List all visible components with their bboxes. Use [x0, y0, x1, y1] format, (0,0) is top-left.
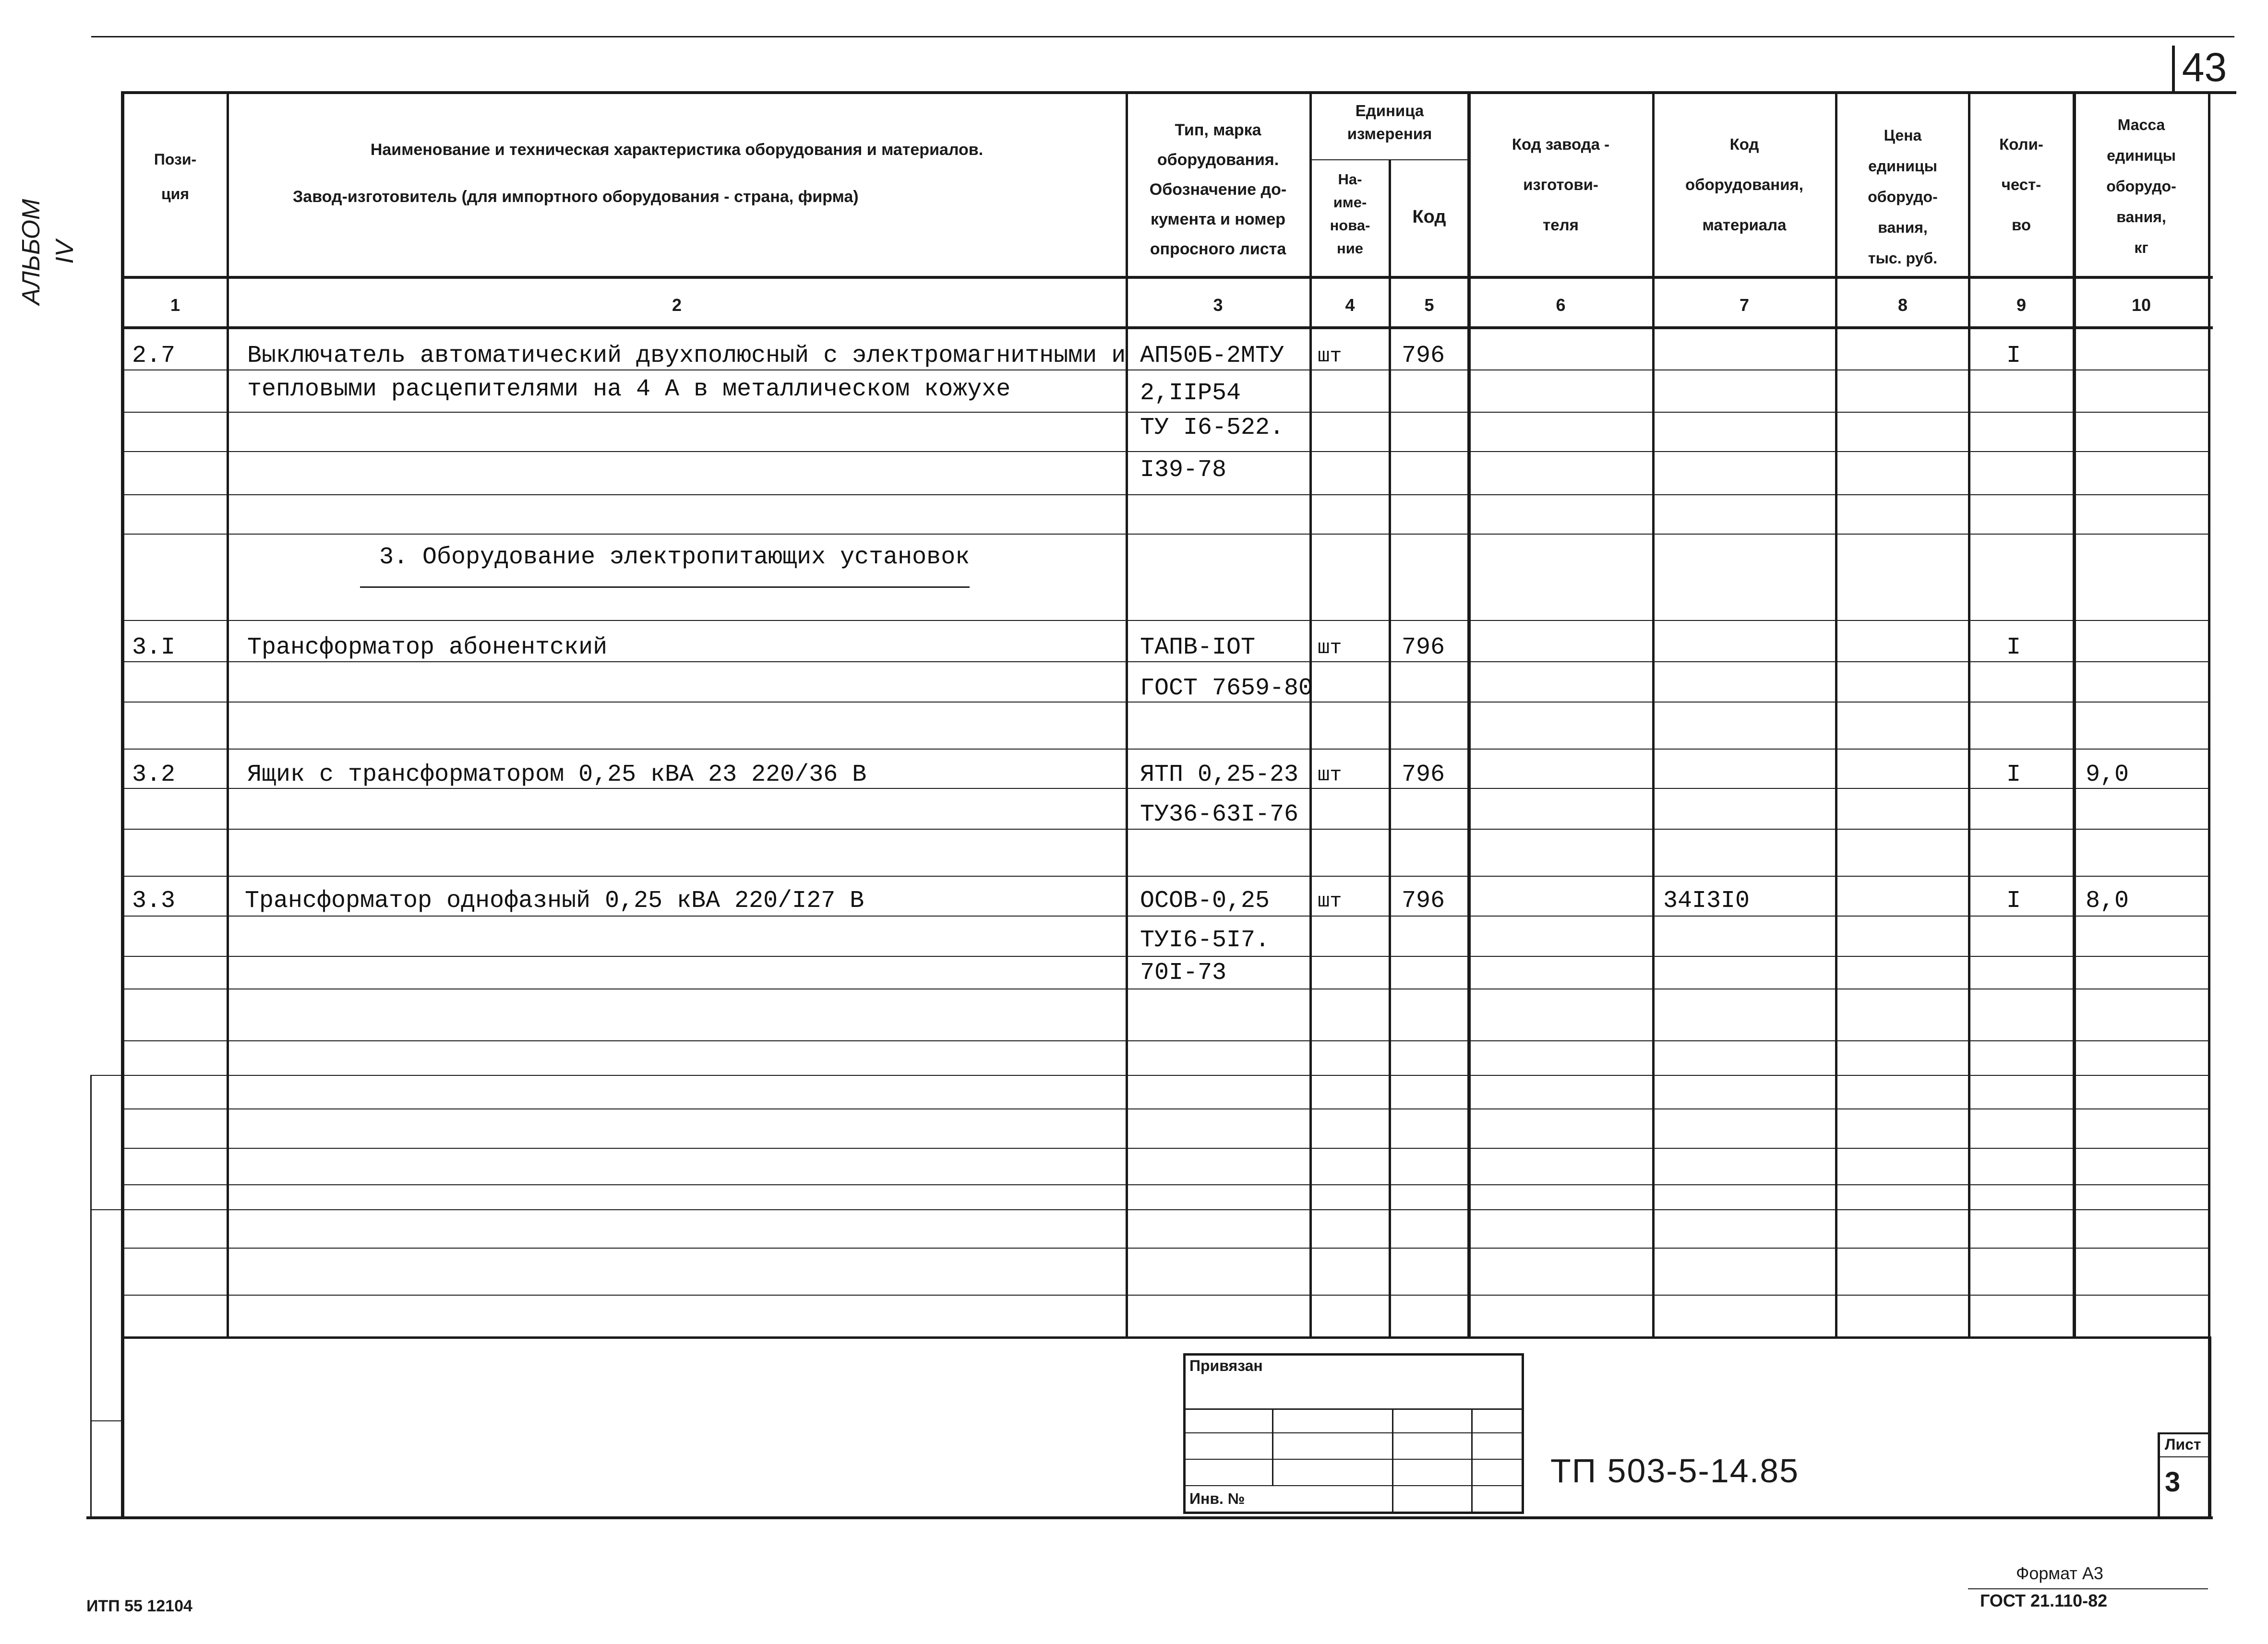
- row-separator: [122, 1184, 2210, 1185]
- col-line-5: [1467, 91, 1471, 1336]
- row-2-7-name: Выключатель автоматический двухполюсный с электромагнитными и: [247, 342, 1126, 369]
- stamp-col-1: [1272, 1408, 1273, 1485]
- row-3-3-code: 796: [1402, 887, 1445, 915]
- row-2-7-type-4: I39-78: [1140, 456, 1227, 484]
- col-line-4: [1389, 159, 1391, 1336]
- row-3-1-type-2: ГОСТ 7659-80: [1140, 675, 1313, 702]
- bottom-left-code: ИТП 55 12104: [86, 1597, 192, 1615]
- colnum-2: 2: [672, 295, 682, 315]
- header-col6: Код завода - изготови- теля: [1512, 135, 1610, 234]
- frame-right: [2208, 1336, 2211, 1516]
- col-line-0: [121, 91, 124, 1516]
- row-3-2-qty: I: [2006, 761, 2021, 788]
- stamp-col-3: [1471, 1408, 1473, 1514]
- format-label: Формат А3: [2016, 1563, 2103, 1583]
- sheet-label: Лист: [2165, 1436, 2201, 1453]
- row-2-7-qty: I: [2006, 342, 2021, 369]
- row-2-7-pos: 2.7: [132, 342, 176, 369]
- col-line-7: [1835, 91, 1837, 1336]
- stamp-inv-no: Инв. №: [1189, 1490, 1245, 1507]
- sheet-number: 3: [2165, 1466, 2181, 1498]
- row-separator: [122, 956, 2210, 957]
- header-col5: Код: [1412, 207, 1446, 227]
- col-line-6: [1652, 91, 1655, 1336]
- doc-code: ТП 503-5-14.85: [1550, 1452, 1800, 1489]
- margin-line-left: [90, 1075, 92, 1516]
- colnum-9: 9: [2016, 295, 2027, 315]
- row-2-7-unit: шт: [1318, 345, 1342, 368]
- row-separator: [122, 916, 2210, 917]
- row-separator: [122, 749, 2210, 750]
- row-2-7-type-2: 2,IIP54: [1140, 380, 1241, 407]
- row-3-2-unit: шт: [1318, 763, 1342, 786]
- col-line-2: [1126, 91, 1128, 1336]
- row-separator: [122, 1148, 2210, 1149]
- margin-tick-2: [90, 1209, 122, 1210]
- row-3-3-name: Трансформатор однофазный 0,25 кВА 220/I27 В: [245, 887, 864, 915]
- colnum-4: 4: [1345, 295, 1355, 315]
- row-3-1-type: ТАПВ-IОТ: [1140, 634, 1256, 661]
- header-col10: Масса единицы оборудо- вания, кг: [2106, 116, 2176, 256]
- row-separator: [122, 451, 2210, 452]
- row-3-1-unit: шт: [1318, 636, 1342, 659]
- header-col9: Коли- чест- во: [1999, 135, 2043, 234]
- header-col7: Код оборудования, материала: [1685, 135, 1803, 234]
- section-underline: [360, 586, 970, 588]
- row-2-7-type: АП50Б-2МТУ: [1140, 342, 1284, 369]
- row-separator: [122, 494, 2210, 495]
- row-3-1-qty: I: [2006, 634, 2021, 661]
- row-3-1-code: 796: [1402, 634, 1445, 661]
- row-separator: [122, 1248, 2210, 1249]
- row-2-7-type-3: ТУ I6-522.: [1140, 414, 1284, 441]
- row-separator: [122, 1295, 2210, 1296]
- row-3-3-qty: I: [2006, 887, 2021, 915]
- header-bottom: [122, 276, 2213, 279]
- header-col2-line1: Наименование и техническая характеристика оборудования и материалов.: [370, 141, 984, 159]
- row-separator: [122, 876, 2210, 877]
- row-separator: [122, 1075, 2210, 1076]
- row-3-1-pos: 3.I: [132, 634, 176, 661]
- header-col4: На- име- нова- ние: [1330, 171, 1370, 257]
- margin-tick-1: [90, 1075, 122, 1076]
- header-col8: Цена единицы оборудо- вания, тыс. руб.: [1868, 127, 1938, 267]
- margin-tick-3: [90, 1420, 122, 1421]
- row-separator: [122, 412, 2210, 413]
- row-separator: [122, 534, 2210, 535]
- row-3-3-type: ОСОВ-0,25: [1140, 887, 1270, 915]
- row-3-2-mass: 9,0: [2086, 761, 2129, 788]
- row-3-2-type-2: ТУ36-63I-76: [1140, 801, 1299, 828]
- colnum-8: 8: [1897, 295, 1908, 315]
- header-col3: Тип, марка оборудования. Обозначение до- кумента и номер опросного листа: [1149, 121, 1287, 258]
- colnum-6: 6: [1556, 295, 1566, 315]
- col-line-10: [2208, 91, 2210, 1336]
- stamp-line-3: [1183, 1459, 1524, 1460]
- row-3-1-name: Трансформатор абонентский: [247, 634, 608, 661]
- top-rule: [91, 36, 2234, 37]
- row-3-3-pos: 3.3: [132, 887, 176, 915]
- colnum-1: 1: [170, 295, 180, 315]
- row-separator: [122, 1040, 2210, 1041]
- header-col1: Пози- ция: [154, 151, 197, 203]
- col-line-1: [227, 91, 229, 1336]
- row-3-2-code: 796: [1402, 761, 1445, 788]
- stamp-line-2: [1183, 1432, 1524, 1433]
- stamp-line-4: [1183, 1485, 1524, 1486]
- row-2-7-code: 796: [1402, 342, 1445, 369]
- frame-bottom: [86, 1516, 2213, 1519]
- stamp-privyazan: Привязан: [1189, 1357, 1263, 1374]
- row-2-7-name-cont: тепловыми расцепителями на 4 А в металлическом кожухе: [247, 376, 1011, 403]
- row-3-2-type: ЯТП 0,25-23: [1140, 761, 1299, 788]
- page-number: 43: [2182, 45, 2227, 90]
- colnum-7: 7: [1739, 295, 1750, 315]
- gost-label: ГОСТ 21.110-82: [1980, 1591, 2108, 1610]
- row-separator: [122, 620, 2210, 621]
- row-separator: [122, 1336, 2210, 1339]
- table-top: [122, 91, 2213, 94]
- row-3-3-type-2: ТУI6-5I7.: [1140, 927, 1270, 954]
- col-line-8: [1968, 91, 1970, 1336]
- album-label: АЛЬБОМ IV: [17, 199, 79, 305]
- col-line-9: [2073, 91, 2076, 1336]
- section-heading: 3. Оборудование электропитающих установок: [379, 544, 970, 571]
- stamp-line-1: [1183, 1408, 1524, 1410]
- col-line-3: [1309, 91, 1312, 1336]
- colnum-3: 3: [1213, 295, 1223, 315]
- row-3-3-unit: шт: [1318, 890, 1342, 913]
- header-col2-line2: Завод-изготовитель (для импортного оборудования - страна, фирма): [293, 188, 859, 206]
- sheet-label-line: [2158, 1456, 2208, 1457]
- colnum-5: 5: [1424, 295, 1434, 315]
- row-3-3-equip-code: 34I3I0: [1663, 887, 1750, 915]
- row-3-2-pos: 3.2: [132, 761, 176, 788]
- row-3-3-type-3: 70I-73: [1140, 959, 1227, 987]
- colnum-bottom: [122, 326, 2213, 329]
- footer-rule: [1968, 1588, 2208, 1589]
- stamp-col-2: [1392, 1408, 1393, 1514]
- colnum-10: 10: [2131, 295, 2151, 315]
- row-separator: [122, 1108, 2210, 1109]
- row-3-2-name: Ящик с трансформатором 0,25 кВА 23 220/36 В: [247, 761, 867, 788]
- row-3-3-mass: 8,0: [2086, 887, 2129, 915]
- header-unit-group: Единица измерения: [1347, 102, 1432, 143]
- row-separator: [122, 1209, 2210, 1210]
